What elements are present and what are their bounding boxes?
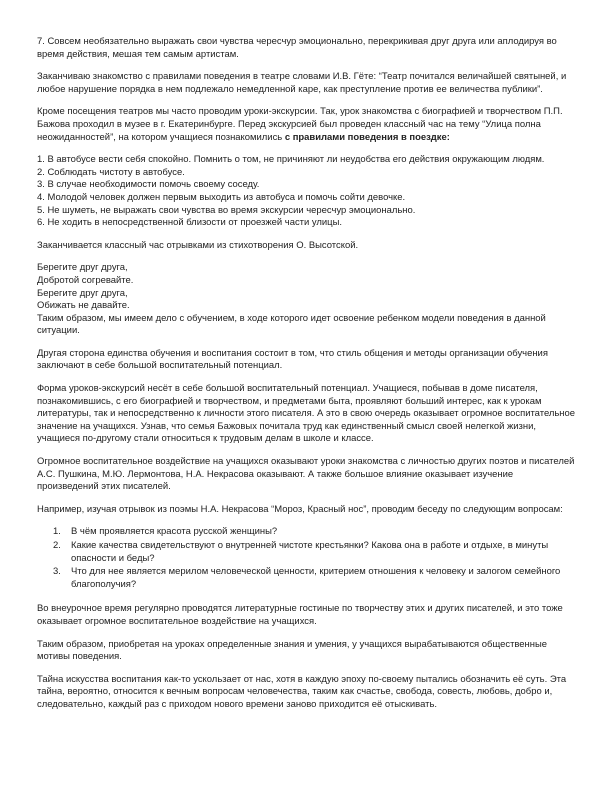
rule-7-paragraph: 7. Совсем необязательно выражать свои чувства чересчур эмоционально, перекрикивая друг друга или аплодируя во время действия, мешая тем самым артистам. bbox=[37, 36, 557, 60]
question-number: 3. bbox=[53, 566, 61, 578]
mystery-paragraph: Тайна искусства воспитания как-то ускользает от нас, хотя в каждую эпоху по-своему пытались обозначить её суть. Эта тайна, вероятно, относится к вечным вопросам человечества, таким как счастье, свобода, совесть, любовь, добро и, следовательно, каждый раз с приходом нового времени заново приходится её отыскивать. bbox=[37, 673, 567, 710]
question-item bbox=[37, 540, 577, 565]
poem-line: Обижать не давайте. bbox=[37, 300, 130, 312]
nekrasov-paragraph: Например, изучая отрывок из поэмы Н.А. Некрасова “Мороз, Красный нос”, проводим беседу по следующим вопросам: bbox=[37, 503, 563, 515]
motives-paragraph: Таким образом, приобретая на уроках определенные знания и умения, у учащихся вырабатываются общественные мотивы поведения. bbox=[37, 638, 548, 663]
conclusion-paragraph: Таким образом, мы имеем дело с обучением, в ходе которого идет освоение ребенком модели поведения в данной ситуации. bbox=[37, 312, 546, 337]
poem-block bbox=[37, 262, 577, 338]
question-text: Какие качества свидетельствуют о внутренней чистоте крестьянки? Какова она в работе и отдыхе, в минуты опасности и беды? bbox=[71, 540, 549, 564]
excursion-paragraph bbox=[37, 106, 577, 144]
question-item bbox=[37, 566, 577, 591]
trip-rule-item: 2. Соблюдать чистоту в автобусе. bbox=[37, 166, 185, 178]
question-text: Что для нее является мерилом человеческой ценности, критерием отношения к человеку и залогом семейного благополучия? bbox=[71, 566, 561, 590]
excursion-form-paragraph: Форма уроков-экскурсий несёт в себе большой воспитательный потенциал. Учащиеся, побывав в доме писателя, познакомившись, с его биографией и творчеством, и предметами быта, проявляют больший интерес, как к урокам литературы, так и непосредственно к личности этого писателя. А это в свою очередь оказывает огромное воспитательное значение на учащихся. Узнав, что семья Бажовых почитала труд как единственный смысл своей нелегкой жизни, учащиеся по-другому стали относиться к трудовым делам в школе и классе. bbox=[37, 383, 576, 445]
trip-rule-item: 5. Не шуметь, не выражать свои чувства во время экскурсии чересчур эмоционально. bbox=[37, 204, 416, 216]
trip-rule-item: 1. В автобусе вести себя спокойно. Помнить о том, не причиняют ли неудобства его действия окружающим людям. bbox=[37, 154, 545, 166]
excursion-text: Кроме посещения театров мы часто проводим уроки-экскурсии. Так, урок знакомства с биографией и творчеством П.П. Бажова проходил в музее в г. Екатеринбурге. Перед экскурсией был проведен классный час на тему “Улица полна неожиданностей”, на котором учащиеся познакомились bbox=[37, 106, 563, 143]
question-number: 2. bbox=[53, 540, 61, 551]
document-body bbox=[37, 36, 577, 722]
goethe-quote-paragraph: Заканчиваю знакомство с правилами поведения в театре словами И.В. Гёте: “Театр почитался величайшей святыней, и любое нарушение порядка в нем подлежало немедленной каре, как преступление против ее величества публики”. bbox=[37, 71, 567, 95]
trip-rule-item: 6. Не ходить в непосредственной близости от проезжей части улицы. bbox=[37, 217, 342, 229]
trip-rule-item: 3. В случае необходимости помочь своему соседу. bbox=[37, 179, 260, 191]
trip-rule-item: 4. Молодой человек должен первым выходить из автобуса и помочь сойти девочке. bbox=[37, 191, 406, 203]
excursion-bold-text: с правилами поведения в поездке: bbox=[284, 131, 450, 143]
poem-line: Берегите друг друга, bbox=[37, 262, 128, 274]
vysotsky-intro-paragraph: Заканчивается классный час отрывками из стихотворения О. Высотской. bbox=[37, 239, 359, 251]
trip-rules-list bbox=[37, 154, 577, 230]
questions-list bbox=[37, 526, 577, 591]
question-text: В чём проявляется красота русской женщины? bbox=[71, 526, 278, 538]
poem-line: Добротой согревайте. bbox=[37, 274, 134, 286]
extracurricular-paragraph: Во внеурочное время регулярно проводятся литературные гостиные по творчеству этих и других писателей, и это тоже оказывает огромное воспитательное воздействие на учащихся. bbox=[37, 603, 563, 627]
question-item bbox=[37, 526, 577, 539]
influence-paragraph: Огромное воспитательное воздействие на учащихся оказывают уроки знакомства с личностью других поэтов и писателей А.С. Пушкина, М.Ю. Лермонтова, Н.А. Некрасова оказывают. А также большое влияние оказывает изучение произведений этих писателей. bbox=[37, 456, 575, 493]
unity-paragraph: Другая сторона единства обучения и воспитания состоит в том, что стиль общения и методы организации обучения заключают в себе большой воспитательный потенциал. bbox=[37, 347, 548, 372]
question-number: 1. bbox=[53, 526, 61, 538]
poem-line: Берегите друг друга, bbox=[37, 287, 128, 299]
